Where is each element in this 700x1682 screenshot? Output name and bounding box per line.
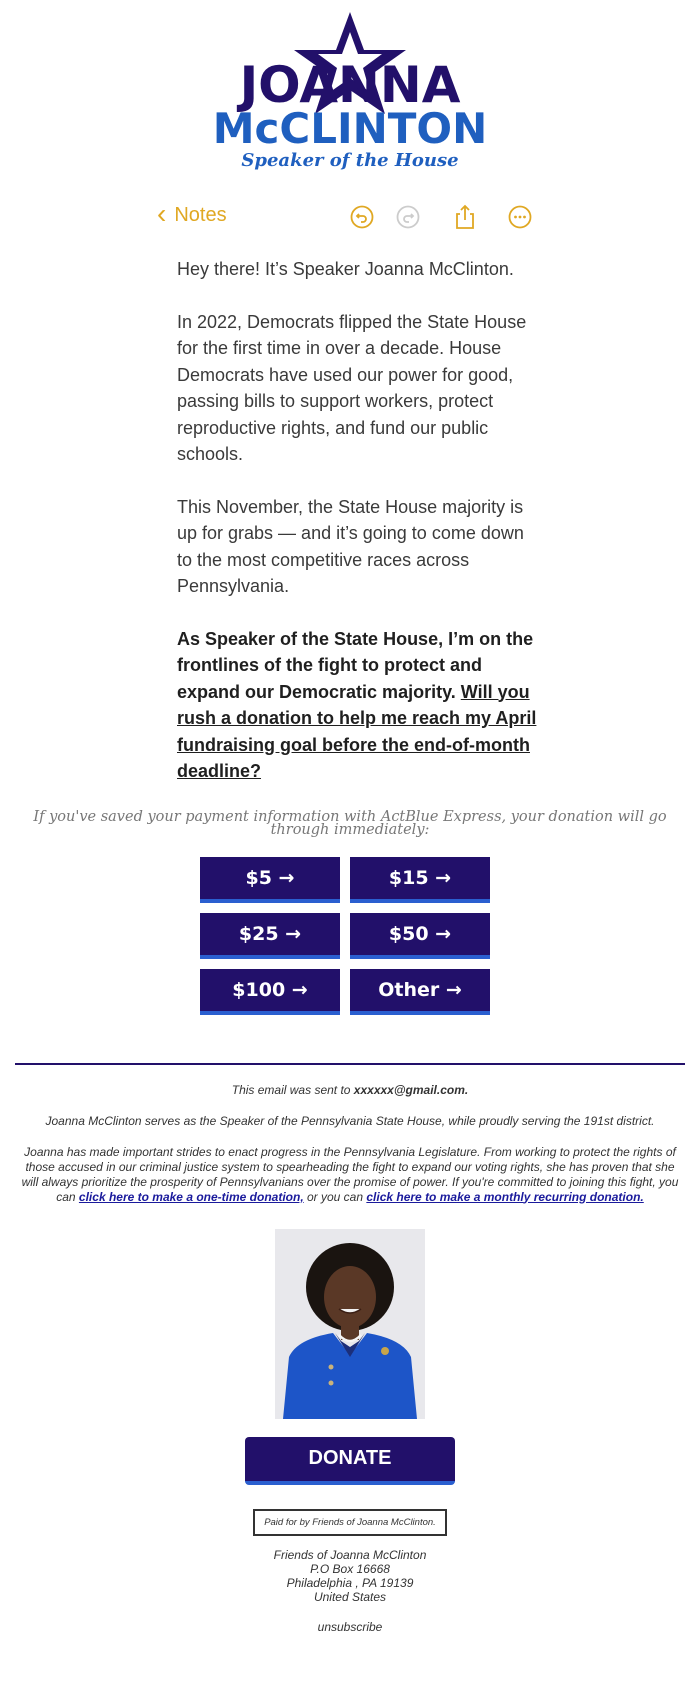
logo-name-line2: McCLINTON xyxy=(212,104,488,153)
logo-name-line1: JOANNA xyxy=(239,56,461,114)
candidate-photo xyxy=(275,1229,425,1419)
recipient-email: xxxxxx@gmail.com. xyxy=(353,1082,469,1097)
logo-graphic xyxy=(210,10,490,170)
address-line: Friends of Joanna McClinton xyxy=(273,1547,427,1562)
serves-line: Joanna McClinton serves as the Speaker of the Pennsylvania State House, while proudly serving the 191st district. xyxy=(45,1113,655,1128)
notes-back-button xyxy=(157,197,227,229)
notes-paragraph: This November, the State House majority is up for grabs — and it’s going to come down to the most competitive races across Pennsylvania. xyxy=(177,496,524,596)
strides-paragraph xyxy=(16,1145,684,1205)
donate-15-button[interactable]: $15 → xyxy=(350,857,490,903)
donate-button[interactable]: DONATE xyxy=(245,1437,455,1485)
share-icon xyxy=(452,204,478,230)
notes-donation-ask: Will you rush a donation to help me reach my April fundraising goal before the end-of-month deadline? xyxy=(177,681,537,781)
monthly-donation-link[interactable]: click here to make a monthly recurring donation. xyxy=(366,1189,644,1204)
notes-screenshot xyxy=(0,198,700,785)
mailing-address xyxy=(0,1548,700,1604)
divider xyxy=(15,1063,685,1065)
logo-tagline: Speaker of the House xyxy=(241,150,459,170)
notes-paragraph: In 2022, Democrats flipped the State House for the first time in over a decade. House Democrats have used our power for good, passing bills to support workers, protect reproductive rights, and fund our public schools. xyxy=(177,311,527,464)
notes-bold-lead: As Speaker of the State House, I’m on the frontlines of the fight to protect and expand our Democratic majority. xyxy=(177,628,534,702)
actblue-express-note: If you've saved your payment information with ActBlue Express, your donation will go through immediately: xyxy=(33,808,667,838)
notes-back-label: Notes xyxy=(174,204,227,226)
address-line: United States xyxy=(313,1589,387,1604)
notes-paragraph-bold xyxy=(177,626,537,785)
redo-icon xyxy=(395,204,421,230)
address-line: Philadelphia , PA 19139 xyxy=(286,1575,414,1590)
address-line: P.O Box 16668 xyxy=(310,1561,390,1576)
campaign-logo xyxy=(0,0,700,188)
notes-toolbar xyxy=(0,198,700,242)
donation-button-grid xyxy=(200,857,500,1015)
donate-other-button[interactable]: Other → xyxy=(350,969,490,1015)
notes-body xyxy=(177,256,537,785)
donate-25-button[interactable]: $25 → xyxy=(200,913,340,959)
paid-for-disclaimer: Paid for by Friends of Joanna McClinton. xyxy=(253,1509,447,1536)
email-footer xyxy=(0,1083,700,1205)
or-text: or you can xyxy=(303,1189,367,1204)
more-icon xyxy=(507,204,533,230)
sent-to-prefix: This email was sent to xyxy=(231,1082,354,1097)
donate-100-button[interactable]: $100 → xyxy=(200,969,340,1015)
sent-to-line xyxy=(16,1083,684,1098)
unsubscribe-link[interactable]: unsubscribe xyxy=(317,1619,383,1634)
undo-icon xyxy=(349,204,375,230)
strides-text: Joanna has made important strides to enact progress in the Pennsylvania Legislature. From working to protect the rights of those accused in our criminal justice system to spearheading the fight to expand our voting rights, she has proven that she will always prioritize the prosperity of Pennsylvanians over the promise of power. If you're committed to joining this fight, you can xyxy=(21,1144,679,1204)
notes-paragraph: Hey there! It’s Speaker Joanna McClinton. xyxy=(177,259,514,279)
donate-50-button[interactable]: $50 → xyxy=(350,913,490,959)
chevron-left-icon: ‹ xyxy=(157,197,167,229)
donate-5-button[interactable]: $5 → xyxy=(200,857,340,903)
one-time-donation-link[interactable]: click here to make a one-time donation, xyxy=(78,1189,304,1204)
unsubscribe-row xyxy=(0,1620,700,1634)
